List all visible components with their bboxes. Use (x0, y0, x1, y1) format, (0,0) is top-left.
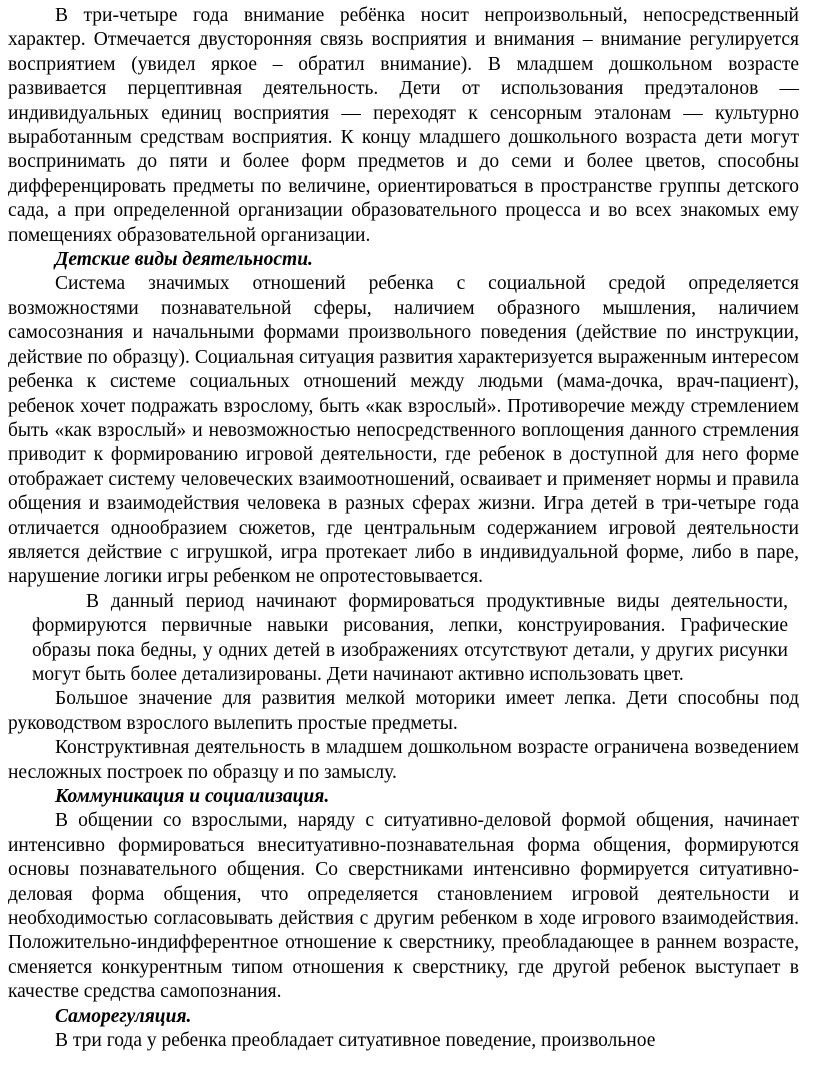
heading-children-activities: Детские виды деятельности. (55, 249, 313, 271)
paragraph-attention-perception: В три-четыре года внимание ребёнка носит непроизвольный, непосредственный характер. Отмечается двусторонняя связь восприятия и внимания – внимание регулируется восприятием (увидел яркое – обратил внимание). В младшем дошкольном возрасте развивается перцептивная деятельность. Дети от использования предэталонов — индивидуальных единиц восприятия — переходят к сенсорным эталонам — культурно выработанным средствам восприятия. К концу младшего дошкольного возраста дети могут воспринимать до пяти и более форм предметов и до семи и более цветов, способны дифференцировать предметы по величине, ориентироваться в пространстве группы детского сада, а при определенной организации образовательного процесса и во всех знакомых ему помещениях образовательной организации. (8, 5, 799, 246)
paragraph-communication-forms: В общении со взрослыми, наряду с ситуативно-деловой формой общения, начинает интенсивно формироваться внеситуативно-познавательная форма общения, формируются основы познавательного общения. Со сверстниками интенсивно формируется ситуативно-деловая форма общения, что определяется становлением игровой деятельности и необходимостью согласовывать действия с другим ребенком в ходе игрового взаимодействия. Положительно-индифферентное отношение к сверстнику, преобладающее в раннем возрасте, сменяется конкурентным типом отношения к сверстнику, где другой ребенок выступает в качестве средства самопознания. (8, 810, 799, 1003)
heading-communication: Коммуникация и социализация. (55, 786, 330, 807)
paragraph-construction: Конструктивная деятельность в младшем дошкольном возрасте ограничена возведением несложных построек по образцу и по замыслу. (8, 737, 799, 783)
paragraph-productive-activities: В данный период начинают формироваться продуктивные виды деятельности, формируются первичные навыки рисования, лепки, конструирования. Графические образы пока бедны, у одних детей в изображениях отсутствуют детали, у других рисунки могут быть более детализированы. Дети начинают активно использовать цвет. (32, 590, 788, 685)
paragraph-modeling: Большое значение для развития мелкой моторики имеет лепка. Дети способны под руководством взрослого вылепить простые предметы. (8, 688, 799, 734)
document-page (8, 4, 799, 1053)
heading-self-regulation: Саморегуляция. (55, 1005, 192, 1027)
paragraph-social-relations: Система значимых отношений ребенка с социальной средой определяется возможностями познавательной сферы, наличием образного мышления, наличием самосознания и начальными формами произвольного поведения (действие по инструкции, действие по образцу). Социальная ситуация развития характеризуется выраженным интересом ребенка к системе социальных отношений между людьми (мама-дочка, врач-пациент), ребенок хочет подражать взрослому, быть «как взрослый». Противоречие между стремлением быть «как взрослый» и невозможностью непосредственного воплощения данного стремления приводит к формированию игровой деятельности, где ребенок в доступной для него форме отображает систему человеческих взаимоотношений, осваивает и применяет нормы и правила общения и взаимодействия человека в разных сферах жизни. Игра детей в три-четыре года отличается однообразием сюжетов, где центральным содержанием игровой деятельности является действие с игрушкой, игра протекает либо в индивидуальной форме, либо в паре, нарушение логики игры ребенком не опротестовывается. (8, 273, 799, 588)
paragraph-self-regulation: В три года у ребенка преобладает ситуативное поведение, произвольное (55, 1030, 656, 1052)
